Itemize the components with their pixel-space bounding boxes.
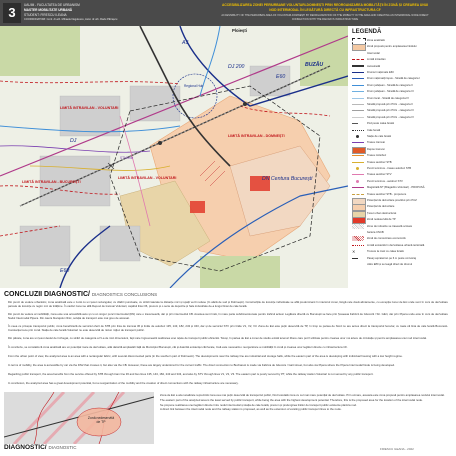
legend-label: Stație de cale ferată [367, 135, 391, 138]
project-subtitle-line-2: CONNECTION WITH THE RAILWAYS INFRASTRUCTURE [291, 17, 359, 21]
project-title-line-1: ACCESIBILIZAREA ZONEI PERIURBANE VOLUNTARI-DOMNEȘTI PRIN REORGANIZAREA MOBILITĂȚII ÎN ZONĂ ȘI CREAREA UNUI [222, 3, 428, 7]
legend-item [352, 121, 456, 126]
diagnostic-text [160, 394, 450, 412]
legend-item [352, 166, 456, 171]
legend-symbol [352, 236, 364, 241]
legend-label: Traseu autobuz STB - propunere [367, 192, 407, 196]
legend-symbol [356, 135, 359, 138]
analysis-map [0, 26, 348, 288]
legend-item [352, 115, 456, 120]
label-limita-voluntari-2: LIMITĂ INTRAVILAN - VOLUNTARI [118, 176, 177, 180]
legend-symbol [352, 258, 358, 259]
legend-label: Zonă propusă pentru amplasarea Nodului [367, 45, 417, 49]
legend-label: Zonă nedeservită de TP [367, 218, 396, 222]
legend-item [352, 147, 456, 152]
legend-label: Zona analizată [367, 39, 385, 42]
label-dn-centura: DN Centura București [262, 176, 313, 182]
legend-label: Limită intravilan [367, 58, 386, 62]
legend-item [352, 134, 456, 139]
legend-item [352, 89, 456, 94]
legend-symbol [352, 245, 364, 246]
label-e60-top: E60 [276, 74, 286, 80]
legend-symbol [352, 187, 364, 188]
legend-item [352, 57, 456, 62]
legend-symbol [352, 51, 364, 56]
legend-item [352, 192, 456, 197]
university-line: UAUIM - FACULTATEA DE URBANISM [24, 3, 80, 7]
legend-label: Stradă propusă prin PUG - categoria II [367, 103, 413, 106]
legend-label: Traseu troleibuz [367, 154, 387, 158]
legend-label: Traseu autobuz STB [367, 160, 392, 164]
legend-label: Țesut urban destructurat [367, 211, 397, 215]
project-title-line-2: NOD INTERMODAL ÎN LEGĂTURĂ DIRECTĂ CU INFRASTRUCTURA CF [269, 8, 381, 12]
diagnostic-title-ro: DIAGNOSTIC/ [4, 444, 47, 451]
zone-not-served-2 [190, 201, 205, 213]
legend-item [352, 236, 456, 241]
legend-item [352, 102, 456, 107]
legend-item [352, 64, 456, 69]
label-limita-bucuresti: LIMITĂ INTRAVILAN - BUCUREȘTI [22, 180, 81, 184]
legend-item [352, 211, 456, 216]
legend-symbol [352, 91, 364, 92]
diagnostic-title-en: DIAGNOSTIC [48, 445, 77, 450]
legend-symbol [352, 65, 364, 67]
diagnostic-title [4, 444, 76, 451]
legend-label: Drum județean - Stradă de categoria II [367, 83, 413, 87]
label-limita-voluntari: LIMITĂ INTRAVILAN - VOLUNTARI [60, 106, 119, 110]
conclusion-para-ro-2: Din punct de vedere al mobilității, zona este una accesibilă auto și cu un singur punct intermodal (DN) care o traversează, dar și prin intermediul CB. Acestea sunt însă, în mare parte subdimensionate pentru traficul actual. Legătura directă cu București se face prin Șoseaua Fabricii de Glucoză / Str. Gării, dar prin Pipera unde este în curs de dezvoltare Nodul Intermodal Pipera. Din cauza blocajului zilnic, soluția de transport este mai greu de accesat. [8, 312, 448, 320]
legend-item [352, 198, 456, 203]
legend-label: Drumuri naționale E60 [367, 71, 394, 74]
legend-label: Punct terminus - traseu autobuz STB [367, 167, 412, 170]
diagnostic-text-3: Se propune realizarea unei legături directe între nodul intermodal și stația de cale ferată, precum și prelungirea liniilor de transport public existente până la nod. [160, 402, 357, 407]
legend-item [352, 249, 456, 254]
legend-symbol [352, 110, 364, 111]
diagnostic-zone-label: Zonă nedeservită de TP [87, 416, 115, 424]
legend-label: Pasaj supraterran pe 6 m peste convoiraj [367, 256, 416, 260]
legend-item [352, 185, 456, 190]
legend-symbol [352, 155, 364, 156]
legend-label: Pod peste calea ferată [367, 122, 394, 126]
legend-label: bariera CNCB [367, 231, 384, 234]
legend-label: Depou tramvai [367, 147, 385, 151]
student-line: STUDENT: FIRESCU ILEANA [24, 13, 67, 17]
legend-item [352, 160, 456, 165]
legend-item [352, 83, 456, 88]
legend-item [352, 140, 456, 145]
legend-symbol [356, 180, 359, 183]
legend-symbol: ✕ [352, 249, 356, 255]
legend-label: Punct terminus - autobuz STV [367, 179, 403, 183]
legend-symbol [352, 98, 364, 99]
legend-symbol [352, 117, 364, 118]
legend-symbol [352, 78, 364, 79]
legend-item [352, 96, 456, 101]
legend-symbol [352, 72, 364, 73]
legend-label: Stradă propusă prin PUG - categoria IV [367, 115, 414, 119]
coordinators-line: COORDONATORI: Conf. dr.arh. Mihaela Negulescu, Asist. dr.urb. Radu Pătrașcu [24, 18, 118, 21]
legend-item [352, 224, 456, 229]
conclusions-title-en: DIAGNOSTICS CONCLUSIONS [91, 292, 158, 297]
conclusion-para-ro-4: Din păcate, zona are un țesut destul de închegat, cu străzi de categoria a IV-a de mici dimensiuni, fapt care îngreunează realizarea unei rețele de transport public eficientă. Totuși, în partea de Est a zonei de studiu există terenuri libere care pot fi utilizate pentru crearea unor noi artere de circulație și pentru amplasarea unui nod intermodal. [8, 336, 427, 340]
legend-label: Zone de industrie se trasează octoare [367, 224, 413, 228]
conclusion-para-en-1: From the urban point of view, the analyzed area is an area with a rectangular fabric, with several disconnected parts (in the southern part of Dobroesti). The developments near the railway line are industrial and storage halls, while the eastern part of the area is developing with individual housing with a low height regime. [8, 354, 403, 358]
legend-label: Potențial de dezvoltare [367, 205, 395, 209]
master-line: MASTER MOBILITATE URBANĂ [24, 8, 73, 12]
legend-item [352, 51, 456, 56]
label-stm: STM/linie [120, 156, 134, 160]
legend-symbol [352, 262, 364, 267]
label-ploiesti: Ploiești [232, 28, 247, 33]
conclusion-para-en-4: In conclusion, the analyzed area has a great development potential, but a reorganization of the mobility and the creation of direct connections with the railway infrastructure are necessary. [8, 381, 239, 385]
legend-item [352, 128, 456, 133]
legend-symbol [356, 167, 359, 170]
legend-item [352, 230, 456, 235]
diagnostic-text-4: A direct link between the intermodal node and the railway station is proposed, as well as the extension of existing public transport lines to the node. [160, 407, 342, 412]
label-e60-bottom: E60 [60, 268, 70, 274]
project-subtitle-line-1: ACCESSIBILITY OF THE PERIURBAN AREA OF VOLUNTARI-DOMNEȘTI BY REORGANIZATION OF THE MOBILITY IN THE AREA AND CREATING AN INTERMODAL NODE DIRECT [221, 13, 429, 17]
conclusion-para-ro-1: Din punct de vedere urbanistic, zona analizată este o zonă cu un țesut rectangular, cu clădiri punctuale, cu străzi laterale la distanțe mici și spații verzi reduse (în afară de sud și Dobroești). Construcțiile de locuințe individuale se află predominant în interiorul zonei, lângă cele două aliniamente, cu excepția zonei de Est unde sunt în curs de dezvoltare parcele de locuințe cu regim mic de înălțime. În cadrul zonei se află Depoul de tramvai Voluntari, capătul liniei 36, precum și o serie de depozite și hale industriale de-a lungul liniei de cale ferată. [8, 300, 448, 308]
label-dj200: DJ 200 [228, 64, 245, 70]
legend-symbol [352, 174, 364, 175]
legend-item [352, 243, 456, 248]
legend-symbol [352, 230, 364, 235]
diagnostic-text-1: Zona de Est a ariei analizate reprezintă zona cea mai puțin deservită de transportul public, fiind totodată zona cu cel mai mare potențial de dezvoltare. Prin urmare, aceasta este zona propusă pentru amplasarea nodului intermodal. [160, 393, 445, 397]
legend-symbol [352, 194, 364, 195]
legend-label: Cale ferată [367, 128, 381, 132]
legend-symbol [352, 123, 358, 124]
legend-symbol [352, 130, 364, 131]
label-buzau: BUZĂU [305, 62, 324, 68]
legend-label: Limită existentă în dezvoltarea urbană teritorială [367, 243, 425, 247]
legend-symbol [352, 142, 364, 143]
legend-item [352, 179, 456, 184]
legend-label: Autostradă [367, 64, 380, 68]
legend-label: Stradă propusă prin PUG - categoria III [367, 109, 414, 113]
legend-label: Zonă de concentrare economică [367, 237, 406, 241]
legend-item [352, 153, 456, 158]
legend-label: Drum local - Stradă de categoria IV [367, 96, 409, 100]
legend-symbol [352, 59, 364, 60]
legend-item [352, 108, 456, 113]
legend-label: Drum județean - Stradă de categoria III [367, 90, 414, 94]
legend-symbol [352, 162, 364, 163]
conclusion-para-en-3: Regarding public transport, the area benefits from the service offered by STB through tram line 36 and bus lines 135, 143, 182, 243 and 343, and also by STV through lines V1, V2, V3. The eastern part is poorly served by PT, while the railway station Voluntari is not served by any public transport. [8, 372, 374, 376]
legend-label: către E80 și se leagă direct de drumul [367, 263, 413, 266]
section-number: 3 [3, 3, 21, 23]
legend-item [352, 38, 456, 43]
diagnostic-text-2: The eastern part of the analyzed area is the least served by public transport, while being the area with the highest development potential. Therefore, this is the proposed area for the location of the intermodal node. [160, 397, 423, 402]
conclusions-title-ro: CONCLUZII DIAGNOSTIC/ [4, 291, 90, 298]
diagnostic-map-drawing [4, 392, 154, 444]
legend-label: Potențial de dezvoltare prevăzut prin PUZ [367, 199, 417, 202]
legend-label: Intermodal [367, 51, 380, 55]
legend-item [352, 76, 456, 81]
label-dj: DJ [70, 138, 77, 144]
legend-symbol [352, 224, 364, 229]
label-a3: A3 [182, 40, 189, 46]
legend-label: Trecere la nivel cu calea ferată [367, 250, 404, 254]
conclusion-para-en-2: In terms of mobility, the area is accessible by car via the DN2 that crosses it, but also via the CB. However, these are largely undersized for the current traffic. The direct connection to Bucharest is made via Fabrica de Glucoza / Garii street, but also via Pipera where the Pipera Intermodal Node is being developed. [8, 363, 395, 367]
legend-symbol [352, 104, 364, 105]
legend-item [352, 44, 456, 49]
legend-item [352, 256, 456, 261]
label-limita-voluntari-domnesti: LIMITĂ INTRAVILAN - DOMNEȘTI [228, 134, 285, 138]
legend-title: LEGENDĂ [352, 29, 382, 35]
legend-item [352, 217, 456, 222]
conclusion-para-ro-3: În ceea ce privește transportul public, zona beneficiază de serviciul oferit de STB prin linia de tramvai 36 și liniile de autobuz 135, 143, 182, 243 și 343, dar și de serviciul STV prin liniile V1, V2, V3. Zona de Est este puțin deservită de TP, în timp ce partea de Nord nu are acces direct la transportul feroviar, cu toate că linia de cale ferată Bucuresti-Constanța trece prin zonă. Stația de cale ferată Voluntari nu este deservită de niciun mijloc de transport public. [8, 324, 448, 332]
legend-label: Traseu tramvai [367, 141, 385, 145]
label-regional-hub: Regional Hub [184, 84, 204, 88]
legend-item [352, 262, 456, 267]
conclusion-para-ro-5: În concluzie, se constată că zona analizată are un potențial mare de dezvoltare, atât datorită amplasării față de Municipiul București, cât și datorită existenței căii ferate, însă este necesară o reorganizare a mobilității în zonă și crearea unor legături directe cu infrastructura CF. [8, 345, 348, 349]
footer-author: FIRESCU ILEANA - 2022 [380, 447, 414, 451]
legend-symbol [352, 85, 364, 86]
conclusions-title [4, 291, 157, 298]
legend-item [352, 70, 456, 75]
legend-item [352, 172, 456, 177]
legend-label: Trasee autobuz STV [367, 173, 392, 177]
legend-label: Drum național/propus - Stradă de categoria I [367, 77, 421, 81]
map-drawing [0, 26, 348, 288]
railway-station-dot [158, 141, 162, 145]
legend-label: Magistrală M* (Bragadiru-Voluntari) - PROPUSĂ [367, 186, 425, 190]
legend-item [352, 204, 456, 209]
diagnostic-map [4, 392, 154, 444]
